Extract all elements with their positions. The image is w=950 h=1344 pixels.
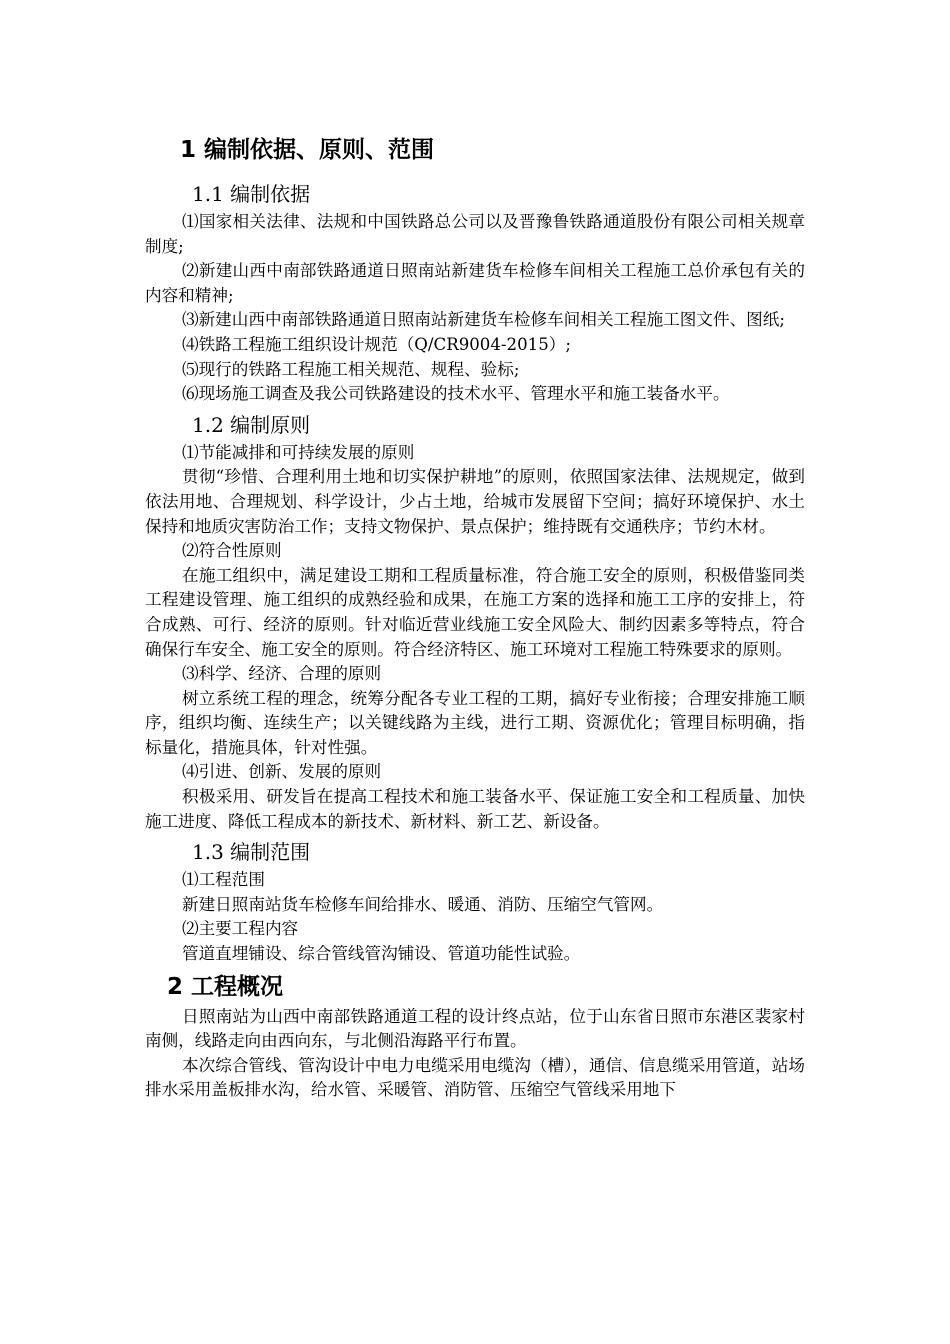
scope-2-body: 管道直埋铺设、综合管线管沟铺设、管道功能性试验。 — [182, 944, 581, 964]
principle-4-body: 积极采用、研发旨在提高工程技术和施工装备水平、保证施工安全和工程质量、加快施工进度、降低工程成本的新技术、新材料、新工艺、新设备。 — [145, 787, 805, 831]
principle-2-title: ⑵符合性原则 — [182, 541, 282, 561]
principle-3-body: 树立系统工程的理念，统筹分配各专业工程的工期，搞好专业衔接；合理安排施工顺序，组织均衡、连续生产；以关键线路为主线，进行工期、资源优化；管理目标明确，指标量化，措施具体，针对性强。 — [145, 688, 805, 757]
principle-1-title: ⑴节能减排和可持续发展的原则 — [182, 442, 415, 462]
scope-1-body: 新建日照南站货车检修车间给排水、暖通、消防、压缩空气管网。 — [182, 894, 664, 914]
scope-1-title: ⑴工程范围 — [182, 870, 265, 890]
basis-item-4: ⑷铁路工程施工组织设计规范（Q/CR9004-2015）; — [182, 334, 571, 354]
principle-2-body: 在施工组织中，满足建设工期和工程质量标准，符合施工安全的原则，积极借鉴同类工程建设管理、施工组织的成熟经验和成果，在施工方案的选择和施工工序的安排上，符合成熟、可行、经济的原则。针对临近营业线施工安全风险大、制约因素多等特点，符合确保行车安全、施工安全的原则。符合经济特区、施工环境对工程施工特殊要求的原则。 — [145, 565, 805, 659]
section-1-2-heading: 1.2 编制原则 — [192, 412, 311, 437]
section-2-heading: 2 工程概况 — [167, 973, 284, 1000]
basis-item-5: ⑸现行的铁路工程施工相关规范、规程、验标; — [182, 359, 520, 379]
section-1-3-heading: 1.3 编制范围 — [192, 840, 311, 865]
section-1-heading: 1 编制依据、原则、范围 — [180, 137, 435, 163]
overview-paragraph-1: 日照南站为山西中南部铁路通道工程的设计终点站，位于山东省日照市东港区裴家村南侧，线路走向由西向东，与北侧沿海路平行布置。 — [145, 1006, 805, 1051]
basis-item-2: ⑵新建山西中南部铁路通道日照南站新建货车检修车间相关工程施工总价承包有关的内容和精神; — [145, 261, 805, 305]
section-1-1-heading: 1.1 编制依据 — [192, 182, 311, 206]
scope-2-title: ⑵主要工程内容 — [182, 919, 299, 939]
overview-paragraph-2: 本次综合管线、管沟设计中电力电缆采用电缆沟（槽），通信、信息缆采用管道，站场排水采用盖板排水沟，给水管、采暖管、消防管、压缩空气管线采用地下 — [145, 1055, 805, 1100]
basis-item-3: ⑶新建山西中南部铁路通道日照南站新建货车检修车间相关工程施工图文件、图纸; — [182, 310, 785, 330]
document-content — [145, 132, 805, 1103]
basis-item-1: ⑴国家相关法律、法规和中国铁路总公司以及晋豫鲁铁路通道股份有限公司相关规章制度; — [145, 212, 805, 256]
principle-4-title: ⑷引进、创新、发展的原则 — [182, 762, 382, 782]
principle-3-title: ⑶科学、经济、合理的原则 — [182, 664, 382, 684]
basis-item-6: ⑹现场施工调查及我公司铁路建设的技术水平、管理水平和施工装备水平。 — [182, 384, 730, 404]
principle-1-body: 贯彻“珍惜、合理利用土地和切实保护耕地”的原则，依照国家法律、法规规定，做到依法用地、合理规划、科学设计，少占土地，给城市发展留下空间；搞好环境保护、水土保持和地质灾害防治工作；支持文物保护、景点保护；维持既有交通秩序；节约木材。 — [145, 467, 805, 536]
